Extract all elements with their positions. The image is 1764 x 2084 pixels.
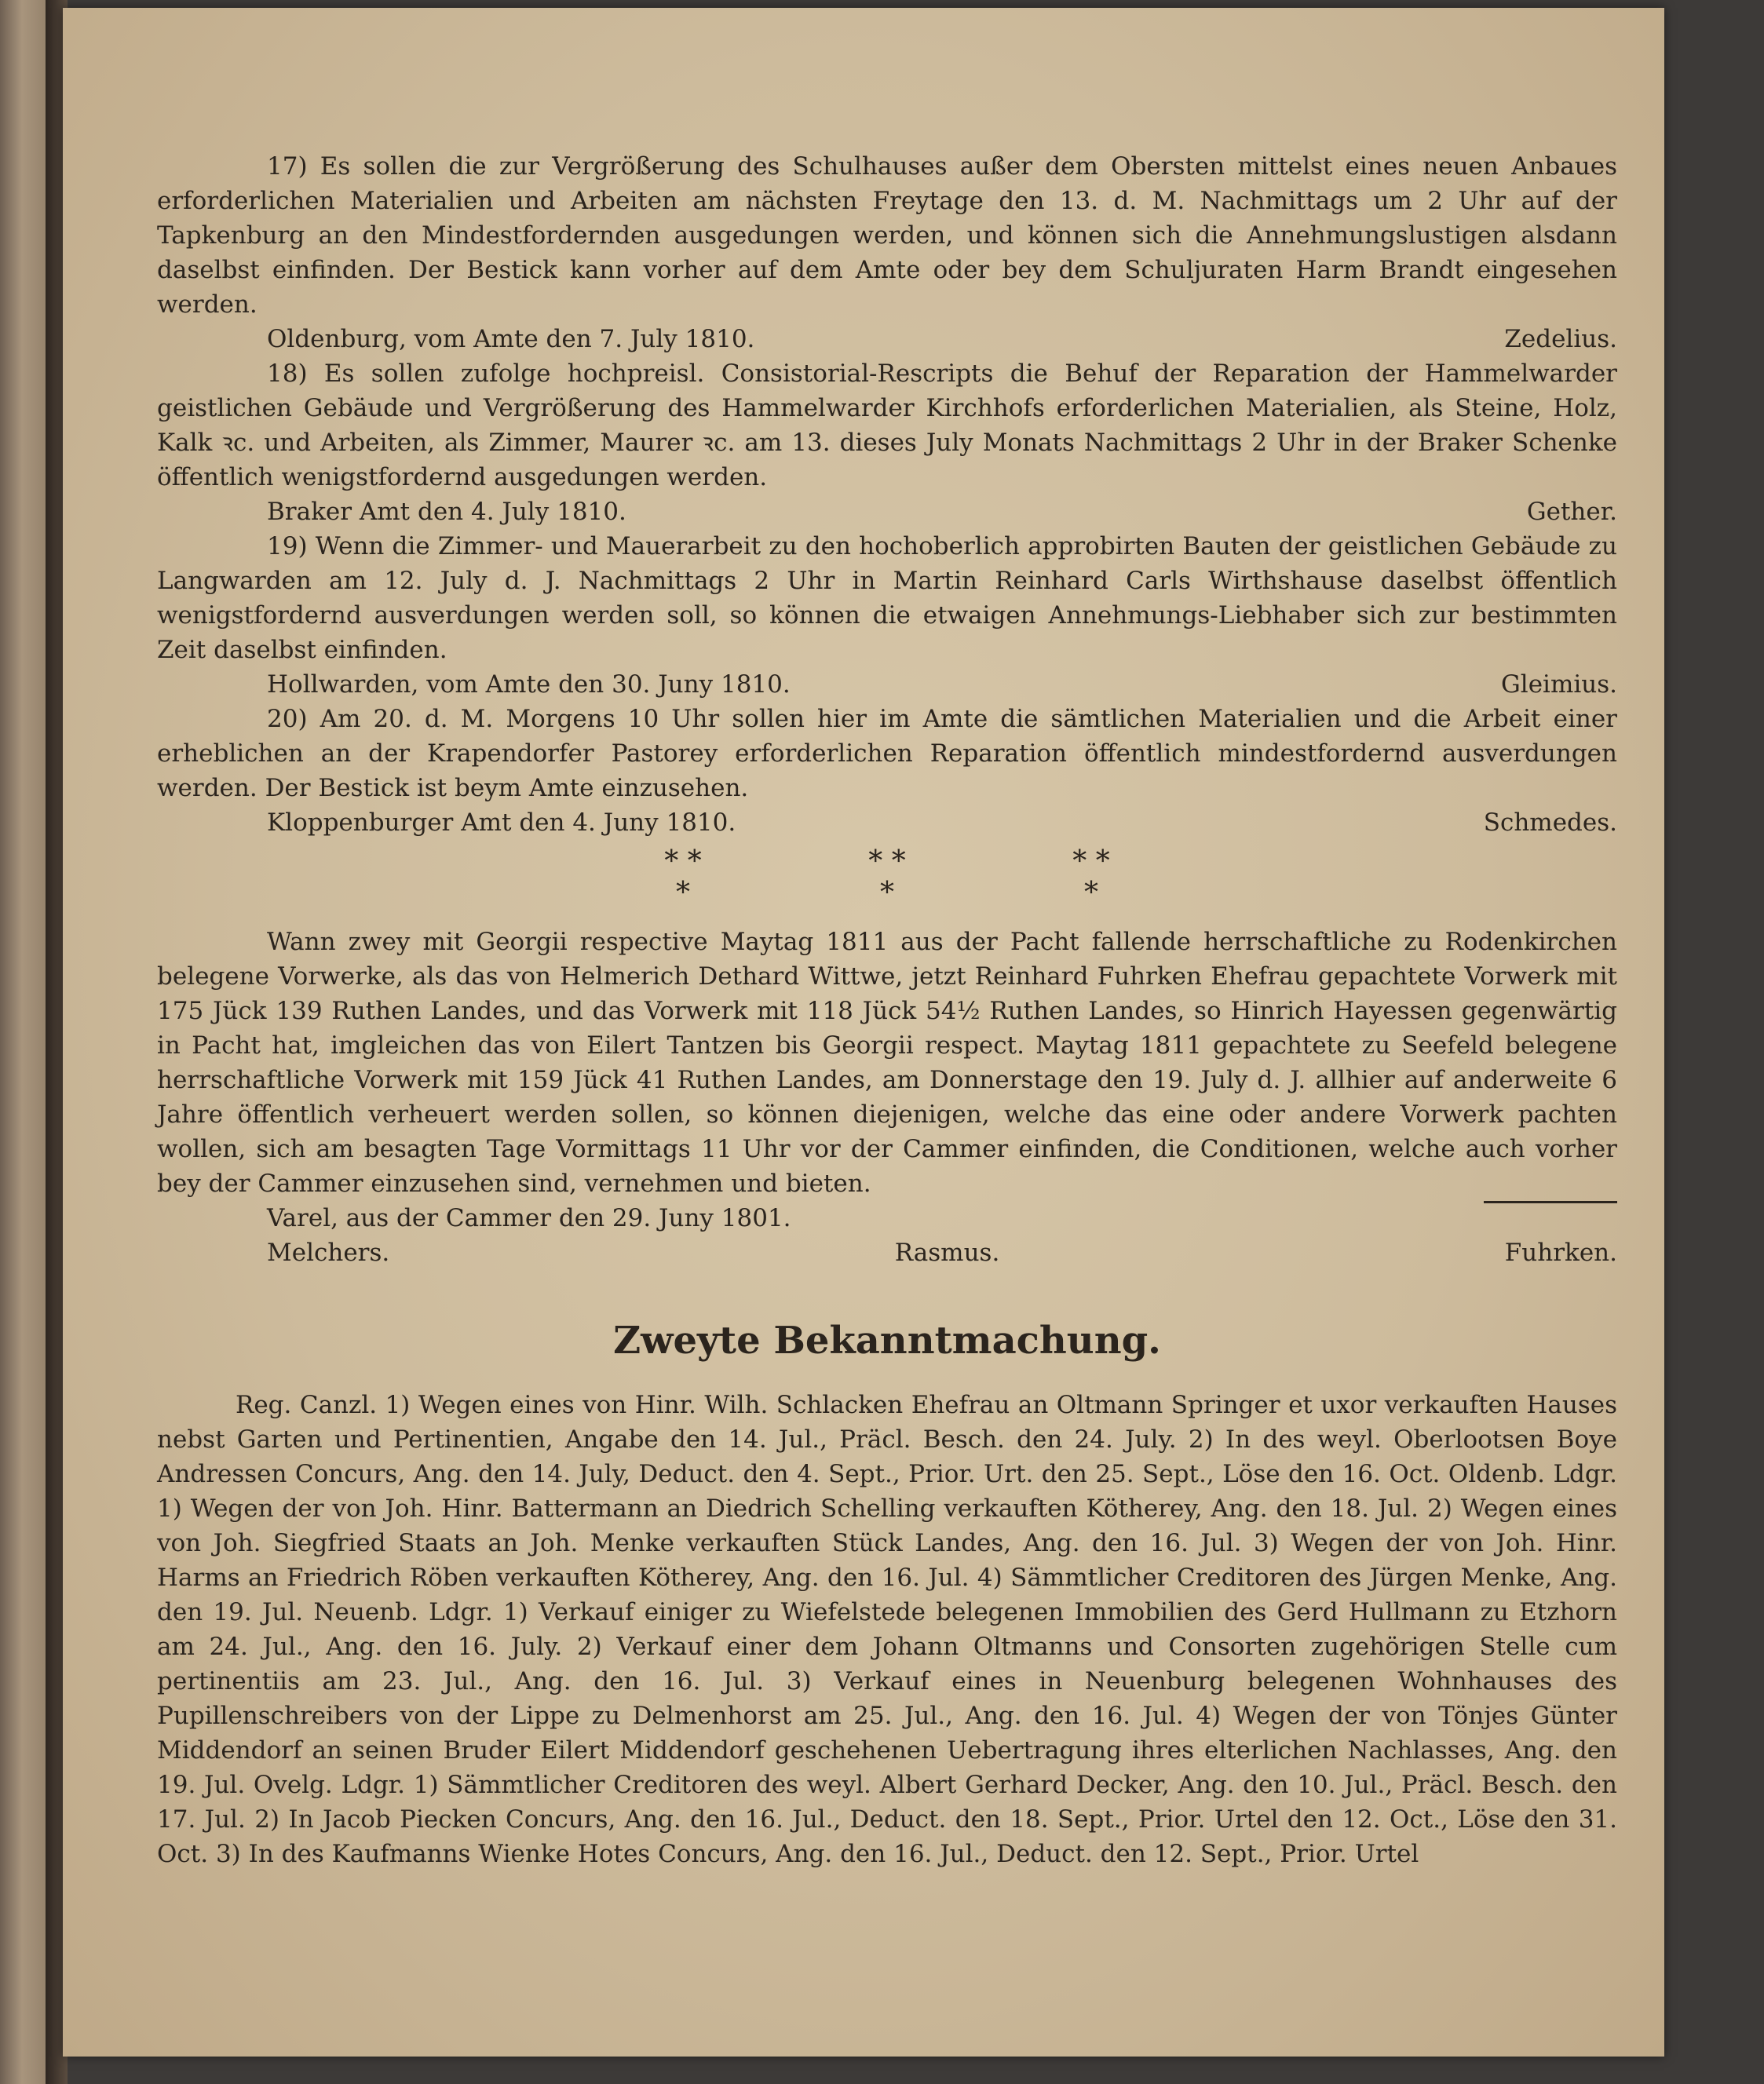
asterism: * * *: [1072, 845, 1110, 909]
notice-body: 18) Es sollen zufolge hochpreisl. Consistorial-Rescripts die Behuf der Reparation der Hammelwarder geistlichen Gebäude und Vergrößerung des Hammelwarder Kirchhofs erforderlichen Materialien, als Steine, Holz, Kalk ꝛc. und Arbeiten, als Zimmer, Maurer ꝛc. am 13. dieses July Monats Nachmittags 2 Uhr in der Braker Schenke öffentlich wenigstfordernd ausgedungen werden.: [157, 359, 1617, 491]
notice-17: [157, 149, 1617, 356]
signature-rule: [1484, 1201, 1617, 1235]
signer-2: Rasmus.: [894, 1239, 1000, 1267]
notice-20: [157, 702, 1617, 840]
notice-signer: Gether.: [1526, 498, 1617, 526]
page-text: [157, 149, 1617, 1871]
second-notice-body: Reg. Canzl. 1) Wegen eines von Hinr. Wilh. Schlacken Ehefrau an Oltmann Springer et uxor verkauften Hauses nebst Garten und Pertinentien, Angabe den 14. Jul., Präcl. Besch. den 24. July. 2) In des weyl. Oberlootsen Boye Andressen Concurs, Ang. den 14. July, Deduct. den 4. Sept., Prior. Urt. den 25. Sept., Löse den 16. Oct. Oldenb. Ldgr. 1) Wegen der von Joh. Hinr. Battermann an Diedrich Schelling verkauften Kötherey, Ang. den 18. Jul. 2) Wegen eines von Joh. Siegfried Staats an Joh. Menke verkauften Stück Landes, Ang. den 16. Jul. 3) Wegen der von Joh. Hinr. Harms an Friedrich Röben verkauften Kötherey, Ang. den 16. Jul. 4) Sämmtlicher Creditoren des Jürgen Menke, Ang. den 19. Jul. Neuenb. Ldgr. 1) Verkauf einiger zu Wiefelstede belegenen Immobilien des Gerd Hullmann zu Etzhorn am 24. Jul., Ang. den 16. July. 2) Verkauf einer dem Johann Oltmanns und Consorten zugehörigen Stelle cum pertinentiis am 23. Jul., Ang. den 16. Jul. 3) Verkauf eines in Neuenburg belegenen Wohnhauses des Pupillenschreibers von der Lippe zu Delmenhorst am 25. Jul., Ang. den 16. Jul. 4) Wegen der von Tönjes Günter Middendorf an seinen Bruder Eilert Middendorf geschehenen Uebertragung ihres elterlichen Nachlasses, Ang. den 19. Jul. Ovelg. Ldgr. 1) Sämmtlicher Creditoren des weyl. Albert Gerhard Decker, Ang. den 10. Jul., Präcl. Besch. den 17. Jul. 2) In Jacob Piecken Concurs, Ang. den 16. Jul., Deduct. den 18. Sept., Prior. Urtel den 12. Oct., Löse den 31. Oct. 3) In des Kaufmanns Wienke Hotes Concurs, Ang. den 16. Jul., Deduct. den 12. Sept., Prior. Urtel: [157, 1391, 1617, 1868]
notice-place: Hollwarden, vom Amte den 30. Juny 1810.: [267, 670, 791, 699]
notice-signature: [157, 805, 1617, 840]
notice-signer: Zedelius.: [1504, 325, 1617, 353]
notice-signature: [157, 322, 1617, 356]
chamber-signers: [157, 1235, 1617, 1270]
chamber-notice-place-line: [157, 1201, 1617, 1235]
asterism: * * *: [664, 845, 702, 909]
notice-place: Kloppenburger Amt den 4. Juny 1810.: [267, 808, 736, 837]
asterism-divider: [157, 846, 1617, 909]
notice-signer: Schmedes.: [1483, 808, 1617, 837]
chamber-notice-body: Wann zwey mit Georgii respective Maytag 1811 aus der Pacht fallende herrschaftliche zu Rodenkirchen belegene Vorwerke, als das von Helmerich Dethard Wittwe, jetzt Reinhard Fuhrken Ehefrau gepachtete Vorwerk mit 175 Jück 139 Ruthen Landes, und das Vorwerk mit 118 Jück 54½ Ruthen Landes, so Hinrich Hayessen gegenwärtig in Pacht hat, imgleichen das von Eilert Tantzen bis Georgii respect. Maytag 1811 gepachtete zu Seefeld belegene herrschaftliche Vorwerk mit 159 Jück 41 Ruthen Landes, am Donnerstage den 19. July d. J. allhier auf anderweite 6 Jahre öffentlich verheuert werden sollen, so können diejenigen, welche das eine oder andere Vorwerk pachten wollen, sich am besagten Tage Vormittags 11 Uhr vor der Cammer einfinden, die Conditionen, welche auch vorher bey der Cammer einzusehen sind, vernehmen und bieten.: [157, 928, 1617, 1198]
notice-signer: Gleimius.: [1501, 670, 1617, 699]
section-heading: Zweyte Bekanntmachung.: [613, 1319, 1161, 1363]
notice-18: [157, 356, 1617, 529]
asterism: * * *: [868, 845, 906, 909]
notice-signature: [157, 495, 1617, 529]
notice-body: 20) Am 20. d. M. Morgens 10 Uhr sollen hier im Amte die sämtlichen Materialien und die Arbeit einer erheblichen an der Krapendorfer Pastorey erforderlichen Reparation öffentlich mindestfordernd ausverdungen werden. Der Bestick ist beym Amte einzusehen.: [157, 705, 1617, 802]
chamber-notice-place: Varel, aus der Cammer den 29. Juny 1801.: [267, 1204, 791, 1232]
document-page: [63, 8, 1664, 2057]
signer-1: Melchers.: [267, 1239, 390, 1267]
notice-place: Oldenburg, vom Amte den 7. July 1810.: [267, 325, 755, 353]
signer-3: Fuhrken.: [1504, 1239, 1617, 1267]
notice-body: 19) Wenn die Zimmer- und Mauerarbeit zu den hochoberlich approbirten Bauten der geistlichen Gebäude zu Langwarden am 12. July d. J. Nachmittags 2 Uhr in Martin Reinhard Carls Wirthshause daselbst öffentlich wenigstfordernd ausverdungen werden soll, so können die etwaigen Annehmungs-Liebhaber sich zur bestimmten Zeit daselbst einfinden.: [157, 532, 1617, 664]
notice-body: 17) Es sollen die zur Vergrößerung des Schulhauses außer dem Obersten mittelst eines neuen Anbaues erforderlichen Materialien und Arbeiten am nächsten Freytage den 13. d. M. Nachmittags um 2 Uhr auf der Tapkenburg an den Mindestfordernden ausgedungen werden, und können sich die Annehmungslustigen alsdann daselbst einfinden. Der Bestick kann vorher auf dem Amte oder bey dem Schuljuraten Harm Brandt eingesehen werden.: [157, 152, 1617, 319]
notice-19: [157, 529, 1617, 702]
notice-place: Braker Amt den 4. July 1810.: [267, 498, 626, 526]
notice-signature: [157, 667, 1617, 702]
chamber-notice: [157, 925, 1617, 1270]
